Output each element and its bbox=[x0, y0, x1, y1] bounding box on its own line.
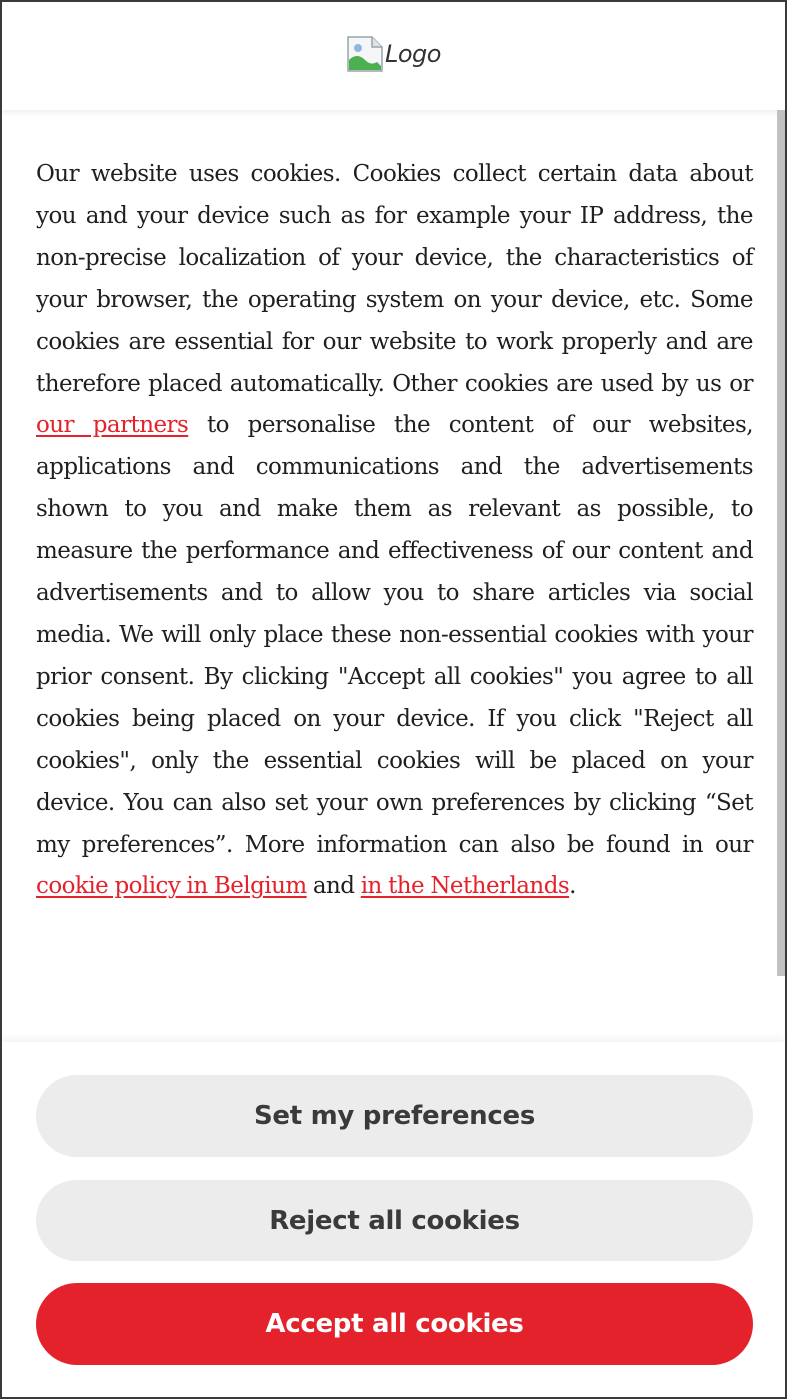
set-my-preferences-button[interactable]: Set my preferences bbox=[36, 1075, 753, 1157]
logo-alt-text: Logo bbox=[385, 40, 441, 68]
cookie-consent-dialog bbox=[2, 2, 785, 1397]
cookie-policy-netherlands-link[interactable]: in the Netherlands bbox=[360, 873, 570, 900]
dialog-header bbox=[2, 2, 785, 110]
cookie-message bbox=[36, 154, 753, 908]
message-intro: Our website uses cookies. Cookies collect certain data about you and your device such as for example your IP address, the non-precise localization of your device, the characteristics of your browser, the operating system on your device, etc. Some cookies are essential for our website to work properly and are therefore placed automatically. Other cookies are used by us or bbox=[36, 161, 753, 397]
dialog-footer bbox=[2, 1042, 785, 1397]
reject-all-cookies-button[interactable]: Reject all cookies bbox=[36, 1180, 753, 1261]
message-end: . bbox=[569, 873, 576, 900]
scrollbar-thumb[interactable] bbox=[777, 110, 785, 976]
broken-image-icon bbox=[347, 36, 383, 72]
accept-all-cookies-button[interactable]: Accept all cookies bbox=[36, 1283, 753, 1365]
message-and: and bbox=[306, 873, 361, 900]
cookie-message-scroll-area[interactable] bbox=[2, 110, 785, 1042]
message-middle: to personalise the content of our websites, applications and communications and the advertisements shown to you and make them as relevant as possible, to measure the performance and effectiveness of our content and advertisements and to allow you to share articles via social media. We will only place these non-essential cookies with your prior consent. By clicking "Accept all cookies" you agree to all cookies being placed on your device. If you click "Reject all cookies", only the essential cookies will be placed on your device. You can also set your own preferences by clicking “Set my preferences”. More information can also be found in our bbox=[36, 412, 753, 858]
cookie-policy-belgium-link[interactable]: cookie policy in Belgium bbox=[36, 873, 307, 900]
site-logo bbox=[347, 36, 441, 72]
our-partners-link[interactable]: our partners bbox=[36, 412, 189, 439]
